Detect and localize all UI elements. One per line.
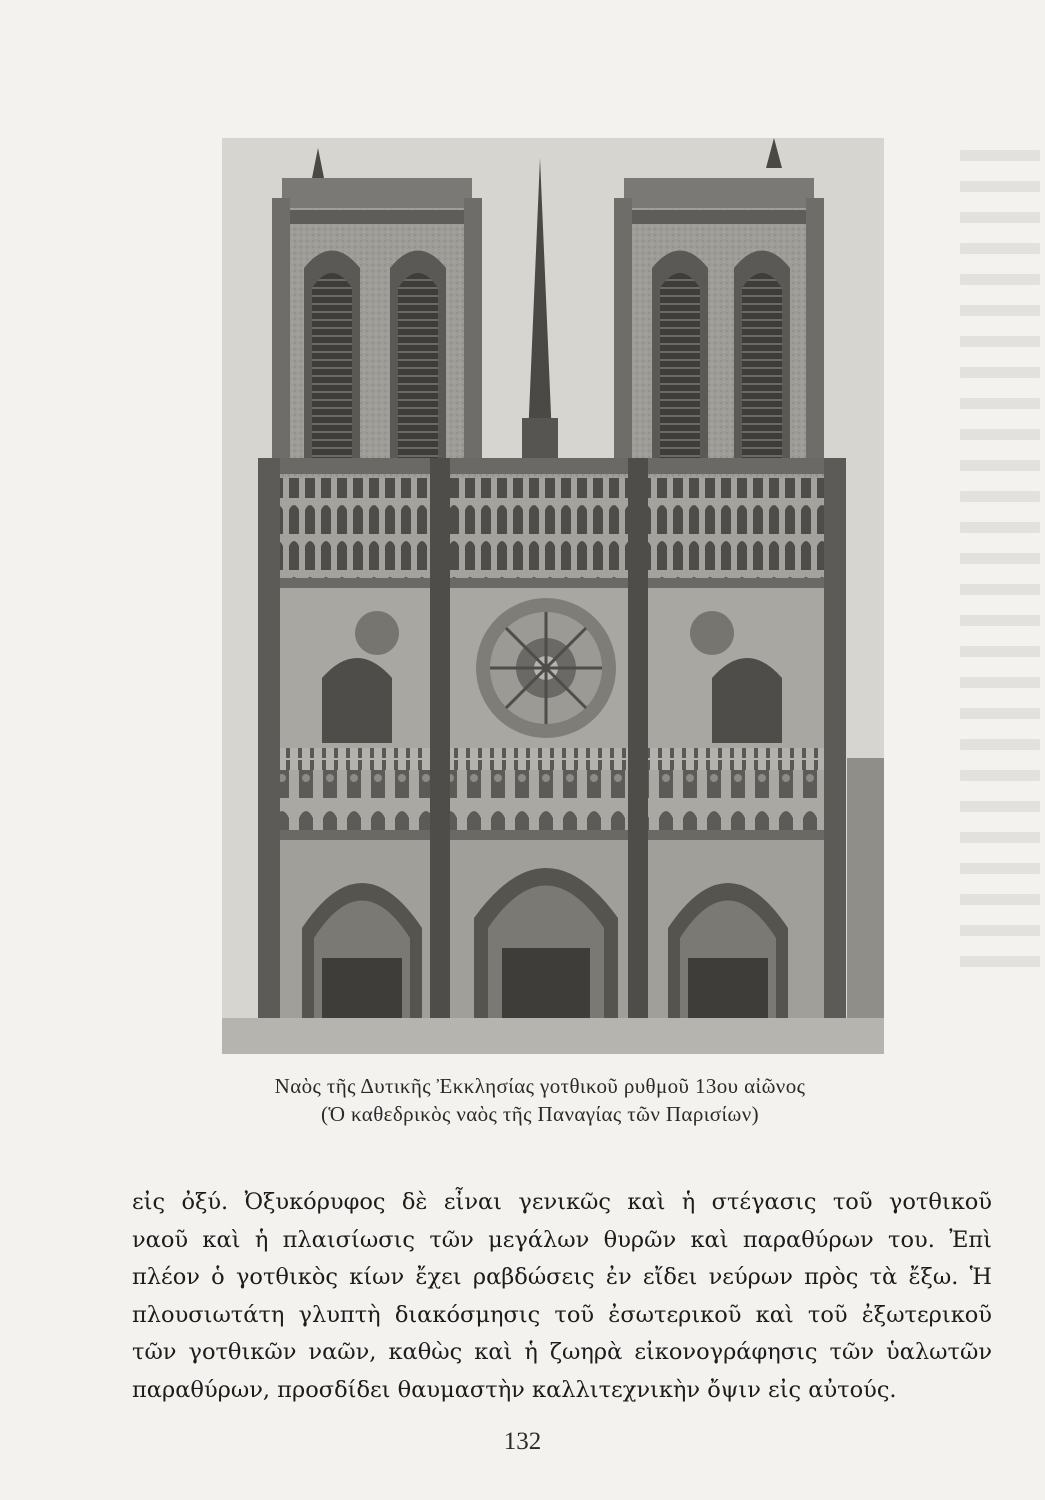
bleed-through-text bbox=[960, 130, 1040, 1130]
body-line: εἰς ὀξύ. Ὀξυκόρυφος δὲ εἶναι γενικῶς καὶ ἡ στέγασις τοῦ γοτθικοῦ bbox=[132, 1189, 992, 1215]
cathedral-photograph bbox=[222, 138, 884, 1054]
figure-caption-line-2: (Ὁ καθεδρικὸς ναὸς τῆς Παναγίας τῶν Παρισίων) bbox=[320, 1102, 760, 1126]
figure-caption-line-1: Ναὸς τῆς Δυτικῆς Ἐκκλησίας γοτθικοῦ ρυθμοῦ 13ου αἰῶνος bbox=[274, 1074, 806, 1098]
body-line: πλέον ὁ γοτθικὸς κίων ἔχει ραβδώσεις ἐν εἴδει νεύρων πρὸς τὰ ἔξω. Ἡ bbox=[132, 1264, 992, 1290]
body-paragraph bbox=[132, 1184, 992, 1409]
body-line: τῶν γοτθικῶν ναῶν, καθὼς καὶ ἡ ζωηρὰ εἰκονογράφησις τῶν ὑαλωτῶν bbox=[132, 1339, 992, 1365]
body-line: πλουσιωτάτη γλυπτὴ διακόσμησις τοῦ ἐσωτερικοῦ καὶ τοῦ ἐξωτερικοῦ bbox=[132, 1301, 992, 1328]
body-line: παραθύρων, προσδίδει θαυμαστὴν καλλιτεχνικὴν ὄψιν εἰς αὐτούς. bbox=[132, 1376, 897, 1403]
body-line: ναοῦ καὶ ἡ πλαισίωσις τῶν μεγάλων θυρῶν καὶ παραθύρων του. Ἐπὶ bbox=[132, 1226, 992, 1253]
page-number: 132 bbox=[503, 1428, 542, 1455]
